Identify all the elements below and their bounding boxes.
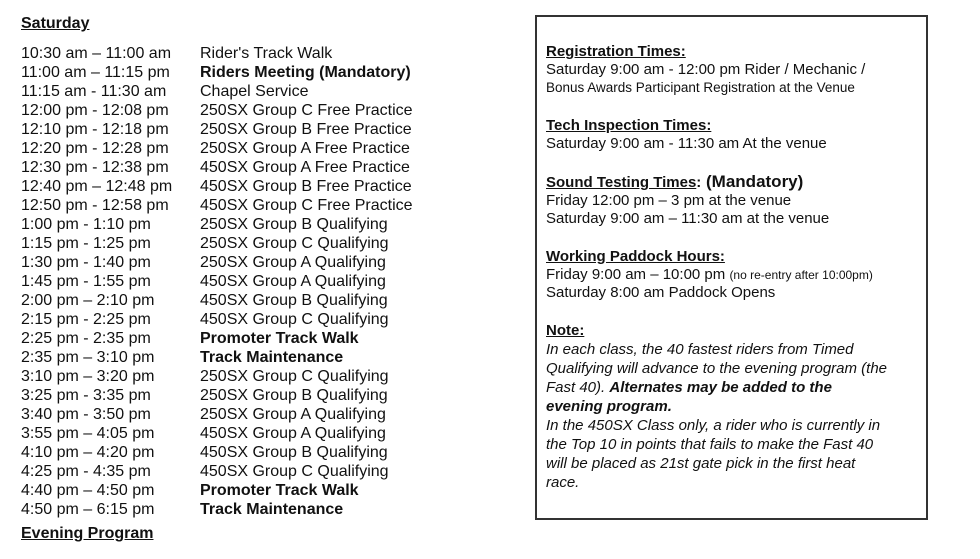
paddock-hours-heading: Working Paddock Hours: bbox=[546, 248, 725, 265]
sound-testing-line-1: Friday 12:00 pm – 3 pm at the venue bbox=[546, 192, 792, 209]
sound-testing-heading: Sound Testing Times bbox=[546, 174, 697, 191]
saturday-heading: Saturday bbox=[21, 15, 90, 32]
schedule-row bbox=[21, 234, 521, 253]
schedule-row bbox=[21, 82, 521, 101]
schedule-time: 2:15 pm - 2:25 pm bbox=[21, 311, 151, 328]
saturday-schedule-section bbox=[21, 14, 521, 544]
schedule-event: 450SX Group B Qualifying bbox=[200, 444, 388, 461]
schedule-row bbox=[21, 481, 521, 500]
schedule-time: 3:25 pm - 3:35 pm bbox=[21, 387, 151, 404]
schedule-row bbox=[21, 329, 521, 348]
schedule-event: 250SX Group A Qualifying bbox=[200, 254, 386, 271]
schedule-row bbox=[21, 386, 521, 405]
info-box bbox=[535, 15, 928, 520]
schedule-row bbox=[21, 424, 521, 443]
paddock-reentry-note: (no re-entry after 10:00pm) bbox=[729, 268, 873, 282]
schedule-row bbox=[21, 367, 521, 386]
schedule-time: 2:25 pm - 2:35 pm bbox=[21, 330, 151, 347]
note-line: In each class, the 40 fastest riders from Timed bbox=[546, 341, 854, 358]
note-heading: Note: bbox=[546, 322, 585, 339]
paddock-hours-line-2: Saturday 8:00 am Paddock Opens bbox=[546, 284, 776, 301]
schedule-time: 4:50 pm – 6:15 pm bbox=[21, 501, 155, 518]
schedule-row bbox=[21, 215, 521, 234]
tech-inspection-heading: Tech Inspection Times: bbox=[546, 117, 712, 134]
schedule-event: Promoter Track Walk bbox=[200, 330, 359, 347]
schedule-list bbox=[21, 44, 521, 519]
schedule-row bbox=[21, 196, 521, 215]
note-alternates-bold: evening program. bbox=[546, 398, 672, 415]
schedule-event: Rider's Track Walk bbox=[200, 45, 333, 62]
schedule-row bbox=[21, 272, 521, 291]
schedule-row bbox=[21, 139, 521, 158]
evening-program-heading: Evening Program bbox=[21, 525, 154, 542]
schedule-time: 12:20 pm - 12:28 pm bbox=[21, 140, 169, 157]
schedule-row bbox=[21, 310, 521, 329]
schedule-event: 250SX Group A Free Practice bbox=[200, 140, 410, 157]
schedule-event: Promoter Track Walk bbox=[200, 482, 359, 499]
schedule-time: 12:30 pm - 12:38 pm bbox=[21, 159, 169, 176]
schedule-time: 10:30 am – 11:00 am bbox=[21, 45, 172, 62]
schedule-row bbox=[21, 443, 521, 462]
schedule-event: 450SX Group B Qualifying bbox=[200, 292, 388, 309]
schedule-event: 450SX Group A Qualifying bbox=[200, 273, 386, 290]
sound-testing-block bbox=[546, 173, 918, 228]
schedule-event: 450SX Group A Free Practice bbox=[200, 159, 410, 176]
paddock-hours-block bbox=[546, 248, 918, 302]
note-alternates-bold: Alternates may be added to the bbox=[609, 379, 832, 396]
schedule-time: 12:40 pm – 12:48 pm bbox=[21, 178, 173, 195]
schedule-time: 4:40 pm – 4:50 pm bbox=[21, 482, 155, 499]
schedule-time: 1:45 pm - 1:55 pm bbox=[21, 273, 151, 290]
sound-testing-mandatory: (Mandatory) bbox=[701, 172, 804, 191]
schedule-time: 11:00 am – 11:15 pm bbox=[21, 64, 170, 81]
schedule-time: 3:40 pm - 3:50 pm bbox=[21, 406, 151, 423]
schedule-time: 12:50 pm - 12:58 pm bbox=[21, 197, 169, 214]
schedule-row bbox=[21, 405, 521, 424]
schedule-event: 250SX Group B Free Practice bbox=[200, 121, 412, 138]
sound-testing-line-2: Saturday 9:00 am – 11:30 am at the venue bbox=[546, 210, 830, 227]
schedule-event: 450SX Group C Free Practice bbox=[200, 197, 413, 214]
schedule-row bbox=[21, 462, 521, 481]
schedule-event: Track Maintenance bbox=[200, 349, 344, 366]
schedule-time: 3:55 pm – 4:05 pm bbox=[21, 425, 155, 442]
schedule-event: 250SX Group A Qualifying bbox=[200, 406, 386, 423]
schedule-event: Track Maintenance bbox=[200, 501, 344, 518]
registration-line-2: Bonus Awards Participant Registration at the Venue bbox=[546, 80, 855, 95]
schedule-row bbox=[21, 177, 521, 196]
registration-line-1: Saturday 9:00 am - 12:00 pm Rider / Mechanic / bbox=[546, 61, 866, 78]
schedule-event: 250SX Group B Qualifying bbox=[200, 216, 388, 233]
schedule-time: 12:00 pm - 12:08 pm bbox=[21, 102, 169, 119]
note-line: In the 450SX Class only, a rider who is currently in bbox=[546, 417, 881, 434]
schedule-time: 4:10 pm – 4:20 pm bbox=[21, 444, 155, 461]
schedule-event: 250SX Group C Free Practice bbox=[200, 102, 413, 119]
schedule-row bbox=[21, 120, 521, 139]
schedule-time: 4:25 pm - 4:35 pm bbox=[21, 463, 151, 480]
schedule-event: Riders Meeting (Mandatory) bbox=[200, 64, 411, 81]
tech-inspection-block bbox=[546, 117, 918, 153]
schedule-row bbox=[21, 253, 521, 272]
paddock-hours-line-1: Friday 9:00 am – 10:00 pm bbox=[546, 266, 730, 283]
schedule-row bbox=[21, 158, 521, 177]
schedule-event: 250SX Group B Qualifying bbox=[200, 387, 388, 404]
schedule-event: 450SX Group B Free Practice bbox=[200, 178, 412, 195]
schedule-event: 250SX Group C Qualifying bbox=[200, 368, 389, 385]
note-line: the Top 10 in points that fails to make the Fast 40 bbox=[546, 436, 874, 453]
note-line: Fast 40). bbox=[546, 379, 610, 396]
schedule-event: Chapel Service bbox=[200, 83, 309, 100]
schedule-time: 1:15 pm - 1:25 pm bbox=[21, 235, 151, 252]
registration-heading: Registration Times: bbox=[546, 43, 686, 60]
schedule-row bbox=[21, 348, 521, 367]
note-line: will be placed as 21st gate pick in the first heat bbox=[546, 455, 856, 472]
registration-block bbox=[546, 43, 918, 97]
tech-inspection-line-1: Saturday 9:00 am - 11:30 am At the venue bbox=[546, 135, 827, 152]
schedule-row bbox=[21, 500, 521, 519]
schedule-event: 450SX Group A Qualifying bbox=[200, 425, 386, 442]
note-line: race. bbox=[546, 474, 580, 491]
schedule-event: 250SX Group C Qualifying bbox=[200, 235, 389, 252]
schedule-time: 3:10 pm – 3:20 pm bbox=[21, 368, 155, 385]
schedule-time: 11:15 am - 11:30 am bbox=[21, 83, 167, 100]
schedule-row bbox=[21, 63, 521, 82]
note-block bbox=[546, 322, 918, 492]
schedule-row bbox=[21, 44, 521, 63]
schedule-time: 2:00 pm – 2:10 pm bbox=[21, 292, 155, 309]
schedule-row bbox=[21, 291, 521, 310]
schedule-event: 450SX Group C Qualifying bbox=[200, 311, 389, 328]
schedule-time: 1:00 pm - 1:10 pm bbox=[21, 216, 151, 233]
schedule-row bbox=[21, 101, 521, 120]
sound-testing-colon: : bbox=[696, 174, 702, 191]
schedule-time: 1:30 pm - 1:40 pm bbox=[21, 254, 151, 271]
note-text bbox=[546, 340, 918, 492]
schedule-time: 2:35 pm – 3:10 pm bbox=[21, 349, 155, 366]
schedule-event: 450SX Group C Qualifying bbox=[200, 463, 389, 480]
note-line: Qualifying will advance to the evening program (the bbox=[546, 360, 888, 377]
schedule-time: 12:10 pm - 12:18 pm bbox=[21, 121, 169, 138]
